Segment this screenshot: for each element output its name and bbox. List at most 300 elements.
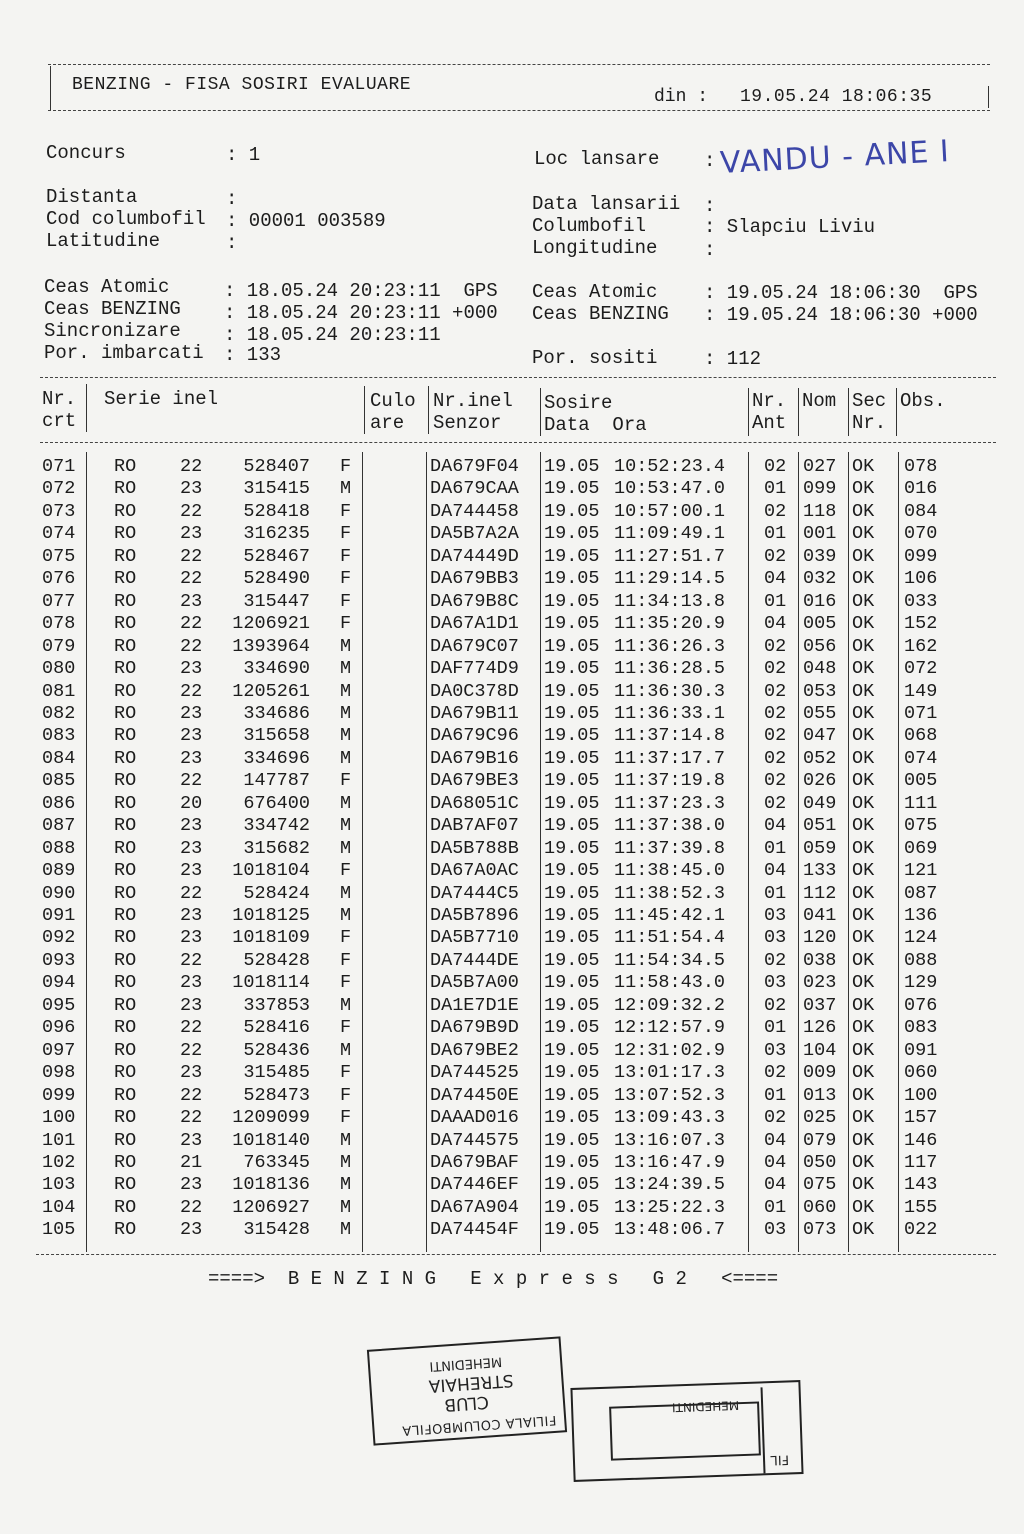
table-row (0, 1174, 1024, 1196)
cell-yr: 22 (180, 613, 203, 635)
cell-senzor: DAF774D9 (430, 658, 519, 680)
cell-obs: 068 (904, 725, 938, 747)
cell-sec: OK (852, 770, 875, 792)
por-imbarcati-label: Por. imbarcati (44, 342, 204, 364)
ceas-atomic-left-label: Ceas Atomic (44, 276, 170, 298)
cell-nom: 075 (803, 1174, 837, 1196)
cell-nom: 049 (803, 792, 837, 814)
cell-obs: 060 (904, 1062, 938, 1084)
cell-time: 11:36:28.5 (614, 658, 726, 680)
cell-ant: 02 (764, 456, 787, 477)
cell-ctry: RO (114, 658, 137, 680)
cell-sex: F (340, 770, 352, 792)
concurs-label: Concurs (46, 142, 126, 164)
sep-crt-header (86, 384, 87, 432)
cell-sec: OK (852, 792, 875, 814)
cell-ring: 528428 (243, 949, 310, 971)
cell-time: 13:25:22.3 (614, 1196, 726, 1218)
cell-sex: M (340, 725, 352, 747)
cell-ctry: RO (114, 905, 137, 926)
latitudine-label: Latitudine (46, 230, 161, 252)
cell-sec: OK (852, 1151, 875, 1173)
sincronizare-value: : 18.05.24 20:23:11 (224, 324, 441, 346)
cell-ctry: RO (114, 1017, 137, 1039)
cell-ctry: RO (114, 1219, 137, 1241)
table-row (0, 568, 1024, 590)
cell-nom: 023 (803, 972, 837, 994)
cell-sex: F (340, 1062, 352, 1084)
cell-sec: OK (852, 747, 875, 769)
cell-nom: 009 (803, 1062, 837, 1084)
cell-date: 19.05 (544, 994, 600, 1016)
cell-yr: 23 (180, 994, 203, 1016)
cell-sec: OK (852, 1107, 875, 1129)
cell-ant: 02 (764, 635, 787, 657)
cell-yr: 21 (180, 1151, 203, 1173)
cell-time: 11:37:17.7 (614, 747, 726, 769)
cell-ant: 02 (764, 994, 787, 1016)
cell-sec: OK (852, 658, 875, 680)
cell-yr: 22 (180, 1107, 203, 1129)
cell-obs: 091 (904, 1039, 938, 1061)
cell-ant: 01 (764, 590, 787, 612)
cell-obs: 076 (904, 994, 938, 1016)
table-row (0, 1062, 1024, 1084)
cell-time: 13:07:52.3 (614, 1084, 726, 1106)
cell-yr: 23 (180, 815, 203, 837)
cell-ctry: RO (114, 747, 137, 769)
table-row (0, 770, 1024, 792)
cell-ctry: RO (114, 680, 137, 702)
ceas-atomic-right-label: Ceas Atomic (532, 281, 658, 303)
cell-ring: 315447 (243, 590, 310, 612)
cell-time: 11:09:49.1 (614, 523, 726, 545)
sep-culoare-header (364, 386, 365, 434)
cell-obs: 124 (904, 927, 938, 949)
cell-time: 11:36:26.3 (614, 635, 726, 657)
cod-columbofil-label: Cod columbofil (46, 208, 206, 230)
sep-sec-header (848, 388, 849, 436)
cell-obs: 162 (904, 635, 938, 657)
table-row (0, 1107, 1024, 1129)
printed-timestamp: 19.05.24 18:06:35 (740, 87, 933, 107)
cell-date: 19.05 (544, 949, 600, 971)
cell-nom: 001 (803, 523, 837, 545)
cell-senzor: DA5B788B (430, 837, 519, 859)
cell-sec: OK (852, 702, 875, 724)
cell-sex: M (340, 635, 352, 657)
cell-senzor: DA67A1D1 (430, 613, 519, 635)
cell-ant: 01 (764, 523, 787, 545)
cell-crt: 078 (42, 613, 76, 635)
sep-obs-header (896, 388, 897, 436)
cell-date: 19.05 (544, 860, 600, 882)
loc-lansare-handwritten: VANDU - ANE I (719, 134, 951, 181)
cell-ctry: RO (114, 994, 137, 1016)
cell-ring: 1206927 (232, 1196, 310, 1218)
cell-crt: 082 (42, 702, 76, 724)
table-row (0, 546, 1024, 568)
cell-yr: 20 (180, 792, 203, 814)
cell-crt: 096 (42, 1017, 76, 1039)
cell-ant: 02 (764, 680, 787, 702)
cell-date: 19.05 (544, 500, 600, 522)
cell-yr: 22 (180, 635, 203, 657)
cell-time: 11:34:13.8 (614, 590, 726, 612)
cell-time: 11:37:38.0 (614, 815, 726, 837)
longitudine-value: : (704, 239, 716, 261)
table-row (0, 883, 1024, 905)
cell-nom: 060 (803, 1196, 837, 1218)
cell-time: 12:12:57.9 (614, 1017, 726, 1039)
cell-yr: 22 (180, 456, 203, 477)
cell-sex: M (340, 1039, 352, 1061)
cell-obs: 083 (904, 1017, 938, 1039)
cell-time: 11:51:54.4 (614, 927, 726, 949)
cell-sex: F (340, 545, 352, 567)
col-obs: Obs. (900, 390, 946, 412)
cell-ant: 01 (764, 1196, 787, 1218)
cell-obs: 099 (904, 545, 938, 567)
second-stamp-line1: FIL (770, 1451, 790, 1468)
cell-time: 11:37:14.8 (614, 725, 726, 747)
cell-sex: M (340, 1151, 352, 1173)
cell-sex: M (340, 1219, 352, 1241)
cell-date: 19.05 (544, 702, 600, 724)
cell-obs: 146 (904, 1129, 938, 1151)
cell-sex: F (340, 949, 352, 971)
cell-ant: 04 (764, 1151, 787, 1173)
cell-senzor: DA744525 (430, 1062, 519, 1084)
cell-yr: 22 (180, 545, 203, 567)
cell-yr: 23 (180, 725, 203, 747)
cell-date: 19.05 (544, 1084, 600, 1106)
cell-ant: 02 (764, 500, 787, 522)
cell-obs: 005 (904, 770, 938, 792)
cell-obs: 149 (904, 680, 938, 702)
cell-nom: 047 (803, 725, 837, 747)
cell-crt: 077 (42, 590, 76, 612)
header-left-edge (50, 66, 51, 110)
cell-nom: 025 (803, 1107, 837, 1129)
col-sec-nr-2: Nr. (852, 412, 887, 434)
table-row (0, 950, 1024, 972)
cell-yr: 22 (180, 680, 203, 702)
cell-time: 10:52:23.4 (614, 456, 726, 477)
cell-time: 12:09:32.2 (614, 994, 726, 1016)
cell-ant: 04 (764, 815, 787, 837)
cell-nom: 050 (803, 1151, 837, 1173)
cell-yr: 23 (180, 702, 203, 724)
cell-nom: 099 (803, 478, 837, 500)
cell-ant: 03 (764, 1039, 787, 1061)
cell-ctry: RO (114, 1039, 137, 1061)
cell-time: 13:09:43.3 (614, 1107, 726, 1129)
cell-yr: 22 (180, 882, 203, 904)
cell-ring: 528436 (243, 1039, 310, 1061)
cell-yr: 22 (180, 1017, 203, 1039)
cell-yr: 23 (180, 747, 203, 769)
cell-sex: M (340, 1196, 352, 1218)
cell-nom: 104 (803, 1039, 837, 1061)
table-row (0, 1152, 1024, 1174)
cell-sec: OK (852, 500, 875, 522)
cell-sec: OK (852, 635, 875, 657)
ceas-benzing-left-label: Ceas BENZING (44, 298, 181, 320)
cell-sex: F (340, 456, 352, 477)
cell-sex: F (340, 500, 352, 522)
cell-senzor: DA67A0AC (430, 860, 519, 882)
cell-time: 12:31:02.9 (614, 1039, 726, 1061)
cell-obs: 087 (904, 882, 938, 904)
cell-senzor: DA0C378D (430, 680, 519, 702)
club-stamp-line2: CLUB (443, 1391, 490, 1415)
cell-senzor: DA679CAA (430, 478, 519, 500)
cell-ctry: RO (114, 635, 137, 657)
cell-time: 11:37:19.8 (614, 770, 726, 792)
cell-sex: M (340, 837, 352, 859)
cell-sec: OK (852, 815, 875, 837)
cell-obs: 070 (904, 523, 938, 545)
cell-yr: 23 (180, 590, 203, 612)
cell-date: 19.05 (544, 613, 600, 635)
cell-sex: M (340, 1129, 352, 1151)
cell-yr: 22 (180, 1039, 203, 1061)
cell-date: 19.05 (544, 1017, 600, 1039)
table-row (0, 1017, 1024, 1039)
cell-crt: 102 (42, 1151, 76, 1173)
cell-ring: 334696 (243, 747, 310, 769)
cell-ring: 1018114 (232, 972, 310, 994)
col-sosire-2: Data Ora (544, 414, 647, 436)
table-row (0, 703, 1024, 725)
cell-senzor: DA74454F (430, 1219, 519, 1241)
cell-crt: 103 (42, 1174, 76, 1196)
cell-nom: 041 (803, 905, 837, 926)
cell-ring: 1206921 (232, 613, 310, 635)
cell-time: 13:16:47.9 (614, 1151, 726, 1173)
cell-ctry: RO (114, 770, 137, 792)
cell-time: 11:37:23.3 (614, 792, 726, 814)
second-stamp-inner-box (609, 1401, 761, 1460)
cell-ring: 1018125 (232, 905, 310, 926)
cell-ctry: RO (114, 927, 137, 949)
table-header-bottom-rule (40, 442, 996, 443)
col-culoare-2: are (370, 412, 405, 434)
cell-crt: 080 (42, 658, 76, 680)
cell-sex: F (340, 860, 352, 882)
cell-nom: 079 (803, 1129, 837, 1151)
cell-ring: 1209099 (232, 1107, 310, 1129)
cell-time: 10:53:47.0 (614, 478, 726, 500)
cell-nom: 026 (803, 770, 837, 792)
cell-ctry: RO (114, 1196, 137, 1218)
cell-ant: 04 (764, 568, 787, 590)
cell-senzor: DA68051C (430, 792, 519, 814)
second-stamp (570, 1380, 803, 1482)
table-row (0, 927, 1024, 949)
cell-date: 19.05 (544, 478, 600, 500)
cell-ctry: RO (114, 1062, 137, 1084)
cell-crt: 097 (42, 1039, 76, 1061)
cell-date: 19.05 (544, 1039, 600, 1061)
cell-sex: F (340, 1084, 352, 1106)
cell-crt: 091 (42, 905, 76, 926)
cell-ring: 763345 (243, 1151, 310, 1173)
cell-ant: 02 (764, 1107, 787, 1129)
cell-sex: M (340, 882, 352, 904)
cell-ring: 1205261 (232, 680, 310, 702)
cell-time: 11:37:39.8 (614, 837, 726, 859)
cell-ctry: RO (114, 882, 137, 904)
table-row (0, 636, 1024, 658)
cell-ant: 02 (764, 949, 787, 971)
cell-senzor: DA744575 (430, 1129, 519, 1151)
cell-yr: 23 (180, 1062, 203, 1084)
cell-sex: M (340, 815, 352, 837)
cell-yr: 23 (180, 860, 203, 882)
sep-nrinel-header (428, 386, 429, 434)
cell-ctry: RO (114, 860, 137, 882)
cell-ctry: RO (114, 1151, 137, 1173)
cell-nom: 056 (803, 635, 837, 657)
col-nr-ant-1: Nr. (752, 390, 787, 412)
cell-nom: 027 (803, 456, 837, 477)
cell-crt: 073 (42, 500, 76, 522)
cell-ant: 01 (764, 882, 787, 904)
cell-sec: OK (852, 613, 875, 635)
table-row (0, 1219, 1024, 1241)
cell-sex: F (340, 972, 352, 994)
cell-yr: 22 (180, 1196, 203, 1218)
cell-senzor: DA67A904 (430, 1196, 519, 1218)
cell-obs: 136 (904, 905, 938, 926)
cell-senzor: DA5B7896 (430, 905, 519, 926)
cell-ring: 1018136 (232, 1174, 310, 1196)
cell-ctry: RO (114, 456, 137, 477)
col-culoare-1: Culo (370, 390, 416, 412)
cell-ant: 03 (764, 1219, 787, 1241)
cell-obs: 072 (904, 658, 938, 680)
cell-ant: 01 (764, 837, 787, 859)
cell-yr: 23 (180, 1174, 203, 1196)
cell-nom: 073 (803, 1219, 837, 1241)
cell-ring: 315428 (243, 1219, 310, 1241)
cell-obs: 016 (904, 478, 938, 500)
cell-time: 11:54:34.5 (614, 949, 726, 971)
cell-ctry: RO (114, 1107, 137, 1129)
cell-ring: 334686 (243, 702, 310, 724)
cell-date: 19.05 (544, 972, 600, 994)
cell-date: 19.05 (544, 1107, 600, 1129)
cell-ring: 1018140 (232, 1129, 310, 1151)
cell-senzor: DA5B7A2A (430, 523, 519, 545)
cell-yr: 23 (180, 905, 203, 926)
por-imbarcati-value: : 133 (224, 344, 282, 366)
loc-lansare-label: Loc lansare (534, 148, 660, 170)
table-row (0, 1085, 1024, 1107)
cell-sex: F (340, 927, 352, 949)
cell-yr: 22 (180, 1084, 203, 1106)
cell-crt: 094 (42, 972, 76, 994)
cell-ant: 03 (764, 905, 787, 926)
cell-sex: F (340, 1107, 352, 1129)
sep-nom-header (798, 388, 799, 436)
cell-yr: 22 (180, 568, 203, 590)
cell-ant: 04 (764, 613, 787, 635)
second-stamp-divider (761, 1387, 766, 1473)
table-row (0, 793, 1024, 815)
cell-date: 19.05 (544, 456, 600, 477)
cell-date: 19.05 (544, 545, 600, 567)
cell-senzor: DA679BE3 (430, 770, 519, 792)
cell-time: 11:38:45.0 (614, 860, 726, 882)
cell-sex: F (340, 1017, 352, 1039)
header-right-edge (988, 86, 989, 108)
table-row (0, 1040, 1024, 1062)
cell-senzor: DA679C96 (430, 725, 519, 747)
cell-sex: F (340, 613, 352, 635)
cell-nom: 051 (803, 815, 837, 837)
concurs-value: : 1 (226, 144, 261, 166)
cell-ring: 334742 (243, 815, 310, 837)
table-row (0, 658, 1024, 680)
cell-obs: 111 (904, 792, 938, 814)
cell-ring: 528424 (243, 882, 310, 904)
table-row (0, 456, 1024, 478)
cell-sec: OK (852, 456, 875, 477)
distanta-label: Distanta (46, 186, 138, 208)
cell-crt: 092 (42, 927, 76, 949)
cell-crt: 087 (42, 815, 76, 837)
club-stamp-line4: MEHEDINTI (428, 1353, 503, 1374)
cell-ctry: RO (114, 545, 137, 567)
table-row (0, 523, 1024, 545)
cell-senzor: DA679BAF (430, 1151, 519, 1173)
cell-obs: 075 (904, 815, 938, 837)
cell-sex: M (340, 994, 352, 1016)
cell-ant: 03 (764, 972, 787, 994)
cell-yr: 23 (180, 1129, 203, 1151)
cell-senzor: DA679B16 (430, 747, 519, 769)
table-bottom-rule (36, 1254, 996, 1255)
columbofil-label: Columbofil (532, 215, 647, 237)
cell-ant: 02 (764, 545, 787, 567)
cell-senzor: DA5B7710 (430, 927, 519, 949)
cell-ctry: RO (114, 1129, 137, 1151)
cell-crt: 100 (42, 1107, 76, 1129)
cell-ctry: RO (114, 1084, 137, 1106)
cell-sec: OK (852, 725, 875, 747)
cell-ant: 02 (764, 747, 787, 769)
cell-date: 19.05 (544, 725, 600, 747)
cell-yr: 23 (180, 837, 203, 859)
cell-time: 11:38:52.3 (614, 882, 726, 904)
ceas-benzing-right-value: : 19.05.24 18:06:30 +000 (704, 304, 978, 326)
club-stamp-line3: STREHAIA (428, 1369, 515, 1396)
cell-date: 19.05 (544, 658, 600, 680)
cell-date: 19.05 (544, 523, 600, 545)
cell-nom: 052 (803, 747, 837, 769)
cell-ring: 528418 (243, 500, 310, 522)
cell-time: 11:36:33.1 (614, 702, 726, 724)
cell-ant: 02 (764, 725, 787, 747)
footer-banner: ====> B E N Z I N G E x p r e s s G 2 <==== (208, 1268, 779, 1290)
table-row (0, 748, 1024, 770)
cell-senzor: DAB7AF07 (430, 815, 519, 837)
table-row (0, 725, 1024, 747)
cell-ctry: RO (114, 1174, 137, 1196)
